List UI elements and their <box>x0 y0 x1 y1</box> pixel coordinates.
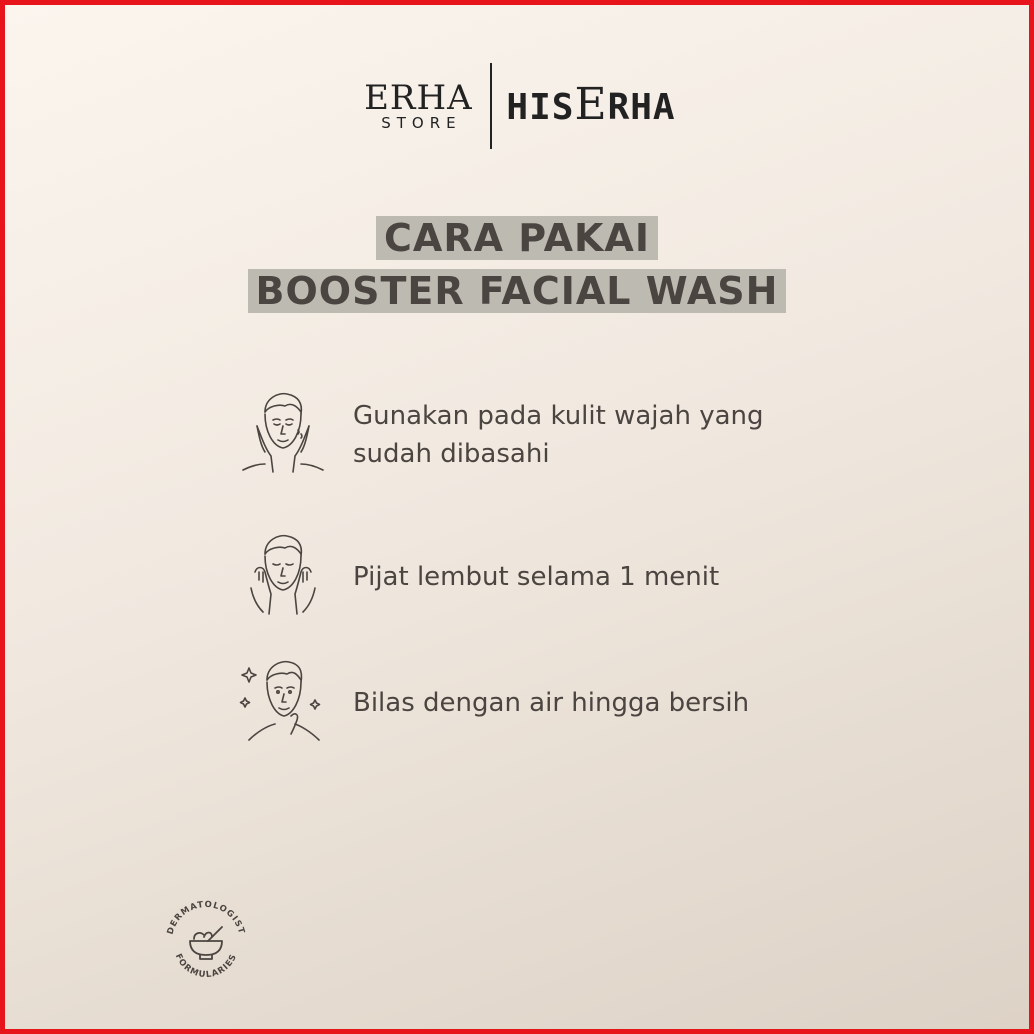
step-2-text-line-1: Pijat lembut selama 1 menit <box>353 562 720 592</box>
brand-logos <box>5 63 1029 149</box>
logo-divider <box>490 63 492 149</box>
face-clean-sparkle-icon <box>235 658 331 748</box>
hiserha-e: E <box>574 78 608 130</box>
step-3-text-line-1: Bilas dengan air hingga bersih <box>353 688 750 718</box>
erha-wordmark: ERHA <box>364 78 473 118</box>
title-line-1: CARA PAKAI <box>376 216 658 260</box>
badge-top-text: DERMATOLOGIST <box>165 899 247 936</box>
badge-bottom-text: FORMULARIES <box>172 952 240 981</box>
step-3-text <box>353 684 823 722</box>
svg-text:DERMATOLOGIST <box>166 900 247 936</box>
face-wet-hands-icon <box>235 390 331 480</box>
page-title <box>5 216 1029 322</box>
hiserha-prefix: HIS <box>506 86 575 128</box>
step-3 <box>235 658 823 748</box>
title-line-2: BOOSTER FACIAL WASH <box>248 269 787 313</box>
hiserha-suffix: RHA <box>607 86 676 128</box>
face-massage-icon <box>235 532 331 622</box>
step-2-text <box>353 558 823 596</box>
hiserha-logo <box>506 78 676 130</box>
step-1-text-line-2: sudah dibasahi <box>353 439 550 469</box>
dermatologist-formularies-badge <box>160 895 252 987</box>
mortar-pestle-icon <box>190 927 222 959</box>
step-1-text-line-1: Gunakan pada kulit wajah yang <box>353 401 764 431</box>
svg-text:FORMULARIES <box>173 952 239 980</box>
step-2 <box>235 532 823 622</box>
step-1 <box>235 390 823 480</box>
erha-store-logo <box>358 78 478 132</box>
step-1-text <box>353 397 823 473</box>
store-wordmark: STORE <box>381 114 462 132</box>
